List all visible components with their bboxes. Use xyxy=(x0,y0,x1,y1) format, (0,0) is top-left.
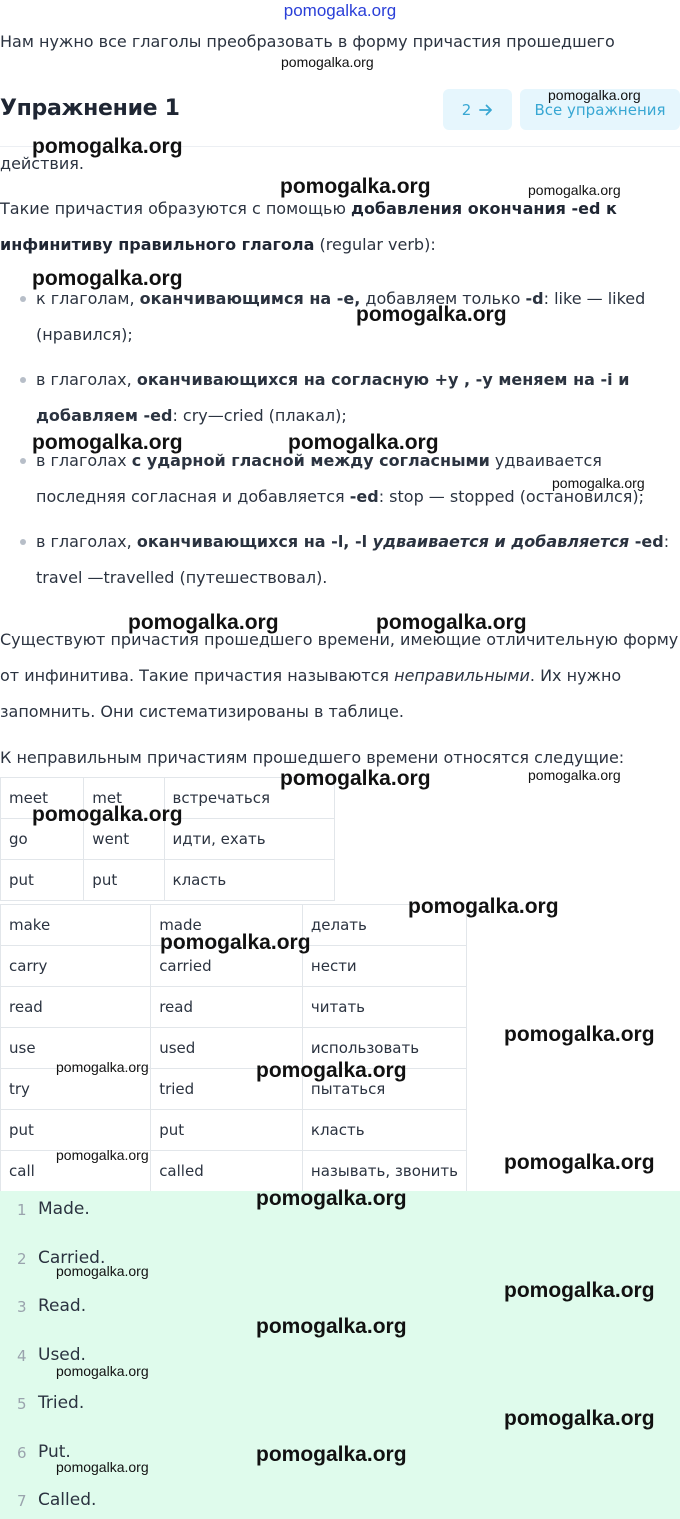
table-cell: carry xyxy=(1,946,151,987)
answer-number: 5 xyxy=(17,1395,27,1413)
watermark: pomogalka.org xyxy=(408,895,559,918)
answer-number: 3 xyxy=(17,1298,27,1316)
table-cell: put xyxy=(84,860,164,901)
watermark: pomogalka.org xyxy=(280,175,431,198)
list-item: в глаголах с ударной гласной между согласными удваивается последняя согласная и добавляется -ed: stop — stopped (остановился); xyxy=(36,451,644,506)
watermark: pomogalka.org xyxy=(256,1443,407,1466)
watermark: pomogalka.org xyxy=(281,54,374,70)
answer-number: 4 xyxy=(17,1347,27,1365)
table-cell: put xyxy=(1,1110,151,1151)
table-cell: put xyxy=(151,1110,303,1151)
table-cell: встречаться xyxy=(164,778,334,819)
answer-text: Made. xyxy=(38,1199,90,1219)
answer-text: Put. xyxy=(38,1442,71,1462)
table-cell: называть, звонить xyxy=(302,1151,466,1192)
watermark: pomogalka.org xyxy=(288,431,439,454)
table-cell: класть xyxy=(164,860,334,901)
watermark: pomogalka.org xyxy=(552,475,645,491)
watermark: pomogalka.org xyxy=(160,931,311,954)
watermark: pomogalka.org xyxy=(256,1187,407,1210)
watermark: pomogalka.org xyxy=(376,611,527,634)
table-cell: делать xyxy=(302,905,466,946)
watermark: pomogalka.org xyxy=(128,611,279,634)
table-row xyxy=(1,1110,467,1151)
table-cell: read xyxy=(151,987,303,1028)
watermark: pomogalka.org xyxy=(280,767,431,790)
irregular-paragraph: Существуют причастия прошедшего времени, имеющие отличительную форму от инфинитива. Такие причастия называются неправильными. Их нужно запомнить. Они систематизированы в таблице. xyxy=(0,630,679,721)
bullet-dot xyxy=(20,539,26,545)
answer-number: 6 xyxy=(17,1444,27,1462)
table-cell: пытаться xyxy=(302,1069,466,1110)
watermark: pomogalka.org xyxy=(504,1279,655,1302)
rule-paragraph: Такие причастия образуются с помощью добавления окончания -ed к инфинитиву правильного глагола (regular verb): xyxy=(0,199,617,254)
table-cell: нести xyxy=(302,946,466,987)
watermark: pomogalka.org xyxy=(56,1263,149,1279)
answer-text: Read. xyxy=(38,1296,87,1316)
list-item: к глаголам, оканчивающимся на -e, добавляем только -d: like — liked (нравился); xyxy=(36,289,646,344)
table-cell: read xyxy=(1,987,151,1028)
watermark: pomogalka.org xyxy=(32,803,183,826)
table-cell: tried xyxy=(151,1069,303,1110)
continuation-text: действия. xyxy=(0,154,84,173)
table-cell: make xyxy=(1,905,151,946)
watermark: pomogalka.org xyxy=(56,1147,149,1163)
watermark: pomogalka.org xyxy=(504,1407,655,1430)
answer-number: 2 xyxy=(17,1250,27,1268)
watermark: pomogalka.org xyxy=(56,1363,149,1379)
watermark: pomogalka.org xyxy=(504,1151,655,1174)
all-exercises-button[interactable]: Все упражнения xyxy=(520,89,680,130)
table-cell: made xyxy=(151,905,303,946)
table-cell: used xyxy=(151,1028,303,1069)
watermark: pomogalka.org xyxy=(56,1459,149,1475)
answer-text: Tried. xyxy=(38,1393,85,1413)
bullet-dot xyxy=(20,296,26,302)
watermark: pomogalka.org xyxy=(256,1315,407,1338)
watermark: pomogalka.org xyxy=(528,767,621,783)
table-row xyxy=(1,860,335,901)
table-cell: use xyxy=(1,1028,151,1069)
table-cell: читать xyxy=(302,987,466,1028)
next-exercise-button[interactable] xyxy=(443,89,512,130)
table-cell: called xyxy=(151,1151,303,1192)
watermark: pomogalka.org xyxy=(32,267,183,290)
intro-text: Нам нужно все глаголы преобразовать в форму причастия прошедшего xyxy=(0,32,615,51)
site-logo[interactable]: pomogalka.org xyxy=(283,1,397,20)
table-cell: met xyxy=(84,778,164,819)
watermark: pomogalka.org xyxy=(256,1059,407,1082)
answer-text: Used. xyxy=(38,1345,86,1365)
table-cell: try xyxy=(1,1069,151,1110)
watermark: pomogalka.org xyxy=(528,182,621,198)
table-cell: carried xyxy=(151,946,303,987)
list-intro: К неправильным причастиям прошедшего времени относятся следущие: xyxy=(0,748,625,767)
watermark: pomogalka.org xyxy=(32,135,183,158)
bullet-dot xyxy=(20,377,26,383)
table-cell: идти, ехать xyxy=(164,819,334,860)
watermark: pomogalka.org xyxy=(32,431,183,454)
table-cell: call xyxy=(1,1151,151,1192)
answer-text: Called. xyxy=(38,1490,97,1510)
table-cell: класть xyxy=(302,1110,466,1151)
table-cell: meet xyxy=(1,778,84,819)
bullet-dot xyxy=(20,458,26,464)
watermark: pomogalka.org xyxy=(548,87,641,103)
arrow-right-icon xyxy=(479,103,493,117)
watermark: pomogalka.org xyxy=(504,1023,655,1046)
exercise-title: Упражнение 1 xyxy=(0,96,180,121)
next-exercise-label: 2 xyxy=(461,100,472,119)
table-cell: go xyxy=(1,819,84,860)
irregular-verbs-table xyxy=(0,777,335,901)
list-item: в глаголах, оканчивающихся на согласную +y , -y меняем на -i и добавляем -ed: cry—cried (плакал); xyxy=(36,370,630,425)
table-cell: put xyxy=(1,860,84,901)
watermark: pomogalka.org xyxy=(356,303,507,326)
table-cell: использовать xyxy=(302,1028,466,1069)
list-item: в глаголах, оканчивающихся на -l, -l удваивается и добавляется -ed: travel —travelled (путешествовал). xyxy=(36,532,670,587)
answer-number: 1 xyxy=(17,1201,27,1219)
answer-number: 7 xyxy=(17,1492,27,1510)
watermark: pomogalka.org xyxy=(56,1059,149,1075)
table-row xyxy=(1,987,467,1028)
answer-text: Carried. xyxy=(38,1248,106,1268)
table-cell: went xyxy=(84,819,164,860)
